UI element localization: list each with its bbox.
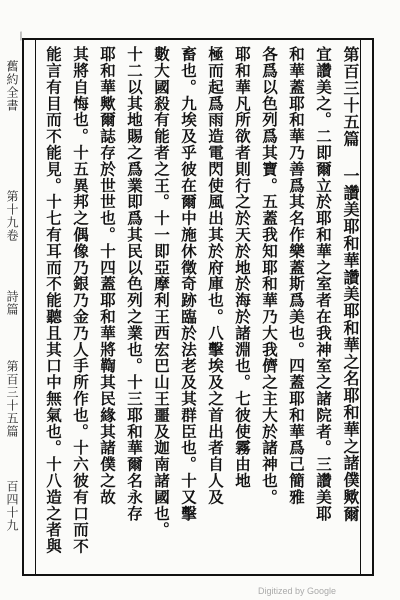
text-column-3: 和華蓋耶和華乃善爲其名作樂蓋斯爲美也。四蓋耶和華爲己簡雅 [287, 46, 306, 506]
margin-volume: 第十九卷 [5, 190, 19, 242]
text-column-6: 極而起爲雨造電閃使風出其於府庫也。八擊埃及之首出者自人及 [206, 46, 225, 506]
text-column-9: 十二以其地賜之爲業即爲其民以色列之業也。十三耶和華爾名永存 [125, 46, 144, 522]
text-column-2: 宜讚美之。二即爾立於耶和華之室者在我神室之諸院者。三讚美耶 [314, 46, 333, 522]
text-column-10: 耶和華歟爾誌存於世世也。十四蓋耶和華將鞫其民緣其諸僕之故 [98, 46, 117, 506]
margin-psalm-number: 第百三十五篇 [5, 360, 19, 438]
text-column-12: 能言有目而不能見。十七有耳而不能聽且其口中無氣也。十八造之者與 [44, 46, 63, 555]
text-column-4: 各爲以色列爲其寶。五蓋我知耶和華乃大我儕之主大於諸神也。 [260, 46, 279, 506]
text-column-7: 畜也。九埃及乎彼在爾中施休徵奇跡臨於法老及其群臣也。十又擊 [179, 46, 198, 522]
text-column-8: 數大國殺有能者之王。十一即亞摩利王西宏巴山王噩及迦南諸國也。 [152, 46, 171, 538]
text-column-5: 耶和華凡所欲者則行之於天於地於海於諸淵也。七彼使霧由地 [233, 46, 252, 489]
corner-mark: ㇑ [16, 32, 26, 43]
text-column-1: 第百三十五篇 一讚美耶和華讚美耶和華之名耶和華之諸僕歟爾 [341, 46, 360, 523]
text-columns [35, 46, 365, 570]
text-column-11: 其將自悔也。十五異邦之偶像乃銀乃金乃人手所作也。十六彼有口而不 [71, 46, 90, 555]
digitization-watermark: Digitized by Google [258, 586, 337, 596]
margin-section: 詩篇 [5, 290, 19, 316]
margin-page-number: 百四十九 [5, 480, 19, 532]
margin-book-title: 舊約全書 [5, 60, 19, 112]
